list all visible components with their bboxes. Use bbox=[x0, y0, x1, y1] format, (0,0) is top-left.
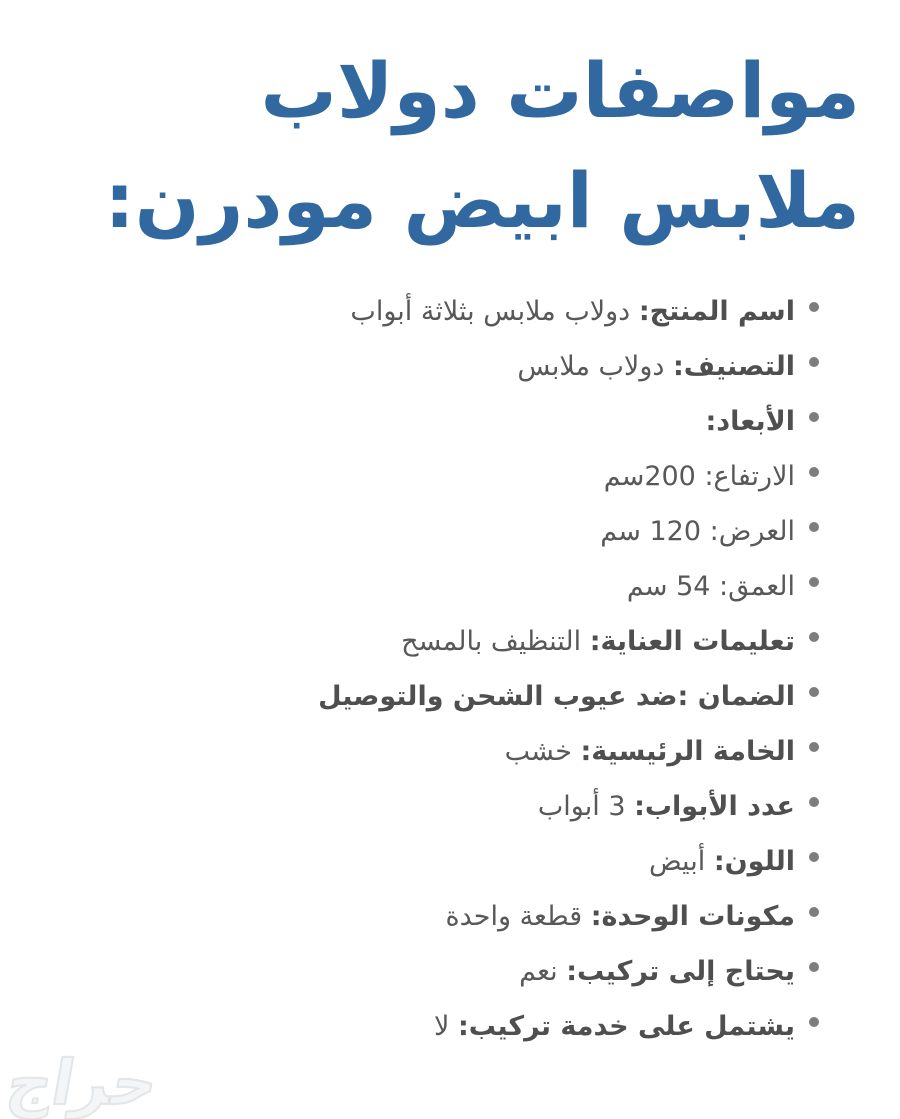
bullet-icon bbox=[809, 632, 819, 642]
spec-text bbox=[505, 736, 795, 767]
spec-value: خشب bbox=[504, 736, 572, 767]
spec-value: دولاب ملابس بثلاثة أبواب bbox=[350, 296, 631, 327]
spec-item bbox=[0, 284, 900, 339]
spec-item bbox=[0, 559, 900, 614]
spec-text bbox=[445, 901, 795, 932]
bullet-icon bbox=[809, 357, 819, 367]
spec-label: الخامة الرئيسية: bbox=[580, 736, 795, 767]
spec-value: دولاب ملابس bbox=[517, 351, 665, 382]
spec-item bbox=[0, 724, 900, 779]
spec-label: يشتمل على خدمة تركيب: bbox=[458, 1011, 795, 1042]
bullet-icon bbox=[809, 797, 819, 807]
spec-text bbox=[401, 626, 795, 657]
spec-item bbox=[0, 834, 900, 889]
spec-label: عدد الأبواب: bbox=[634, 791, 795, 822]
bullet-icon bbox=[809, 412, 819, 422]
spec-value: لا bbox=[434, 1011, 450, 1042]
bullet-icon bbox=[809, 467, 819, 477]
spec-value: 54 سم bbox=[626, 571, 711, 602]
spec-label: مكونات الوحدة: bbox=[590, 901, 795, 932]
bullet-icon bbox=[809, 962, 819, 972]
spec-text bbox=[705, 406, 795, 437]
spec-item bbox=[0, 779, 900, 834]
spec-label: الارتفاع: bbox=[704, 461, 795, 492]
spec-label: اسم المنتج: bbox=[638, 296, 795, 327]
haraj-watermark-logo: حراج bbox=[1, 1046, 164, 1119]
spec-item bbox=[0, 449, 900, 504]
spec-list bbox=[0, 284, 900, 1054]
spec-value: قطعة واحدة bbox=[445, 901, 583, 932]
spec-label: الأبعاد: bbox=[705, 406, 795, 437]
spec-item bbox=[0, 339, 900, 394]
page-title-line-2: ملابس ابيض مودرن: bbox=[104, 156, 860, 245]
spec-text bbox=[318, 681, 795, 712]
spec-label: يحتاج إلى تركيب: bbox=[566, 956, 795, 987]
spec-value: أبيض bbox=[648, 846, 706, 877]
spec-label: تعليمات العناية: bbox=[589, 626, 795, 657]
spec-item bbox=[0, 944, 900, 999]
spec-item bbox=[0, 614, 900, 669]
spec-text bbox=[538, 791, 795, 822]
spec-label: العمق: bbox=[719, 571, 795, 602]
spec-label: العرض: bbox=[709, 516, 795, 547]
bullet-icon bbox=[809, 742, 819, 752]
spec-value: 3 أبواب bbox=[537, 791, 626, 822]
bullet-icon bbox=[809, 907, 819, 917]
spec-item bbox=[0, 669, 900, 724]
bullet-icon bbox=[809, 1017, 819, 1027]
spec-text bbox=[434, 1011, 795, 1042]
spec-value: 120 سم bbox=[600, 516, 702, 547]
spec-label: الضمان :ضد عيوب الشحن والتوصيل bbox=[318, 681, 795, 712]
page-title bbox=[0, 0, 900, 256]
spec-value: نعم bbox=[519, 956, 558, 987]
spec-text bbox=[600, 516, 795, 547]
bullet-icon bbox=[809, 302, 819, 312]
page-title-line-1: مواصفات دولاب bbox=[260, 46, 860, 135]
spec-text bbox=[519, 956, 795, 987]
spec-value: 200سم bbox=[603, 461, 696, 492]
spec-text bbox=[649, 846, 795, 877]
bullet-icon bbox=[809, 522, 819, 532]
spec-item bbox=[0, 504, 900, 559]
spec-label: التصنيف: bbox=[672, 351, 795, 382]
bullet-icon bbox=[809, 577, 819, 587]
spec-item bbox=[0, 889, 900, 944]
bullet-icon bbox=[809, 687, 819, 697]
spec-text bbox=[604, 461, 795, 492]
spec-text bbox=[350, 296, 795, 327]
spec-label: اللون: bbox=[713, 846, 795, 877]
bullet-icon bbox=[809, 852, 819, 862]
spec-text bbox=[517, 351, 795, 382]
spec-item bbox=[0, 394, 900, 449]
spec-text bbox=[627, 571, 795, 602]
spec-value: التنظيف بالمسح bbox=[401, 626, 582, 657]
